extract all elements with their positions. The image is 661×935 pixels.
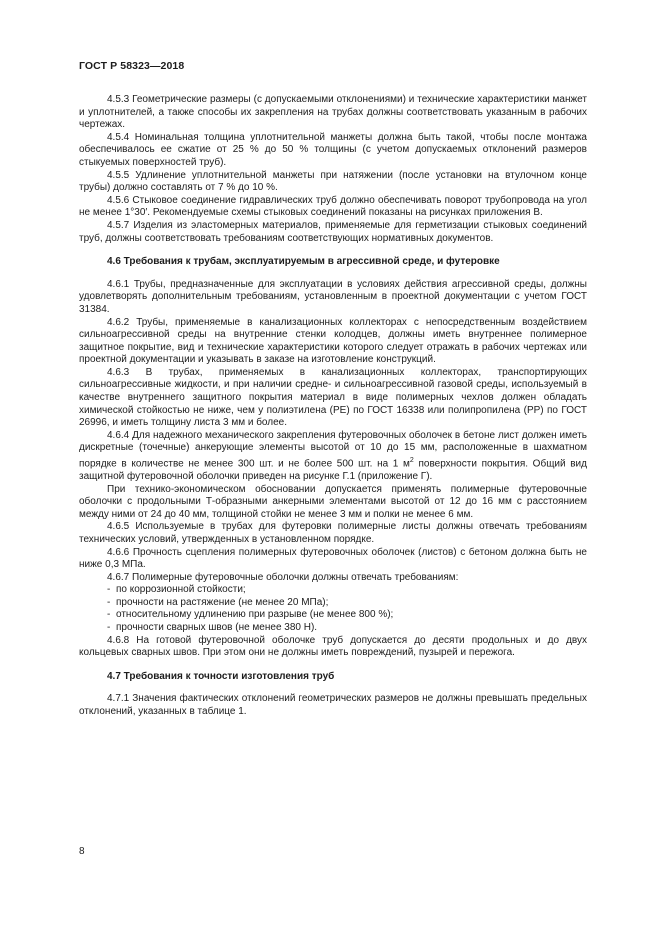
paragraph-4-6-3: 4.6.3 В трубах, применяемых в канализационных коллекторах, транспортирующих сильноагрессивные жидкости, и при наличии средне- и сильноагрессивной газовой среды, используемый в качестве внутреннего защитного покрытия материал в виде полимерных чехлов должен обладать химической стойкостью не ниже, чем у полиэтилена (PE) по ГОСТ 16338 или полипропилена (PP) по ГОСТ 26996, и иметь толщину листа 3 мм и более. bbox=[79, 366, 587, 429]
paragraph-4-5-7: 4.5.7 Изделия из эластомерных материалов, применяемые для герметизации стыковых соединений труб, должны соответствовать требованиям соответствующих нормативных документов. bbox=[79, 219, 587, 244]
paragraph-4-6-8: 4.6.8 На готовой футеровочной оболочке труб допускается до десяти продольных и до двух кольцевых сварных швов. При этом они не должны иметь повреждений, пузырей и пережога. bbox=[79, 634, 587, 659]
list-item: - относительному удлинению при разрыве (не менее 800 %); bbox=[107, 609, 587, 622]
paragraph-4-5-5: 4.5.5 Удлинение уплотнительной манжеты при натяжении (после установки на втулочном конце трубы) должно составлять от 7 % до 10 %. bbox=[79, 169, 587, 194]
paragraph-4-5-3: 4.5.3 Геометрические размеры (с допускаемыми отклонениями) и технические характеристики манжет и уплотнителей, а также способы их закрепления на трубах должны соответствовать указанным в рабочих чертежах. bbox=[79, 94, 587, 131]
paragraph-4-6-7: 4.6.7 Полимерные футеровочные оболочки должны отвечать требованиям: bbox=[107, 571, 459, 583]
list-item: - по коррозионной стойкости; bbox=[107, 584, 587, 597]
paragraph-4-6-6: 4.6.6 Прочность сцепления полимерных футеровочных оболочек (листов) с бетоном должна быть не ниже 0,3 МПа. bbox=[79, 546, 587, 571]
list-item: - прочности на растяжение (не менее 20 МПа); bbox=[107, 597, 587, 610]
document-body bbox=[79, 94, 587, 719]
standard-header: ГОСТ Р 58323—2018 bbox=[79, 60, 185, 72]
paragraph-4-6-4-note: При технико-экономическом обосновании допускается применять полимерные футеровочные оболочки с продольными Т-образными анкерными элементами высотой от 12 до 16 мм с расстоянием между ними от 24 до 40 мм, толщиной стойки не менее 3 мм и полки не менее 6 мм. bbox=[79, 483, 587, 520]
page-number: 8 bbox=[79, 846, 85, 857]
paragraph-4-5-4: 4.5.4 Номинальная толщина уплотнительной манжеты должна быть такой, чтобы после монтажа обеспечивалось ее сжатие от 25 % до 50 % толщины (с учетом допускаемых отклонений размеров стыкуемых поверхностей труб). bbox=[79, 131, 587, 168]
paragraph-4-6-4-text-start: 4.6.4 Для надежного механического закрепления футеровочных оболочек в бетоне лист должен иметь дискретные (точечные) анкерующие элементы высотой от 10 до 15 мм, расположенные в шахматном порядке в количестве не менее 300 шт. и не более 500 шт. на 1 м bbox=[79, 429, 587, 470]
paragraph-4-6-2: 4.6.2 Трубы, применяемые в канализационных коллекторах с непосредственным воздействием сильноагрессивной среды на внутренние стенки колодцев, должны иметь внутреннее полимерное защитное покрытие, вид и технические характеристики которого следует отражать в рабочих чертежах или проектной документации и указывать в заказе на изготовление конструкций. bbox=[79, 316, 587, 366]
paragraph-4-6-4 bbox=[79, 430, 587, 484]
section-heading-4-6: 4.6 Требования к трубам, эксплуатируемым в агрессивной среде, и футеровке bbox=[107, 256, 500, 268]
requirements-list bbox=[79, 584, 587, 634]
list-item: - прочности сварных швов (не менее 380 Н). bbox=[107, 622, 587, 635]
section-heading-4-7: 4.7 Требования к точности изготовления труб bbox=[107, 670, 335, 682]
paragraph-4-6-4-text-end: поверхности покрытия. Общий вид защитной футеровочной оболочки приведен на рисунке Г.1 (приложение Г). bbox=[79, 458, 587, 482]
superscript-2: 2 bbox=[409, 457, 414, 465]
paragraph-4-5-6: 4.5.6 Стыковое соединение гидравлических труб должно обеспечивать поворот трубопровода на угол не менее 1°30′. Рекомендуемые схемы стыковых соединений показаны на рисунках приложения В. bbox=[79, 194, 587, 219]
paragraph-4-7-1: 4.7.1 Значения фактических отклонений геометрических размеров не должны превышать предельных отклонений, указанных в таблице 1. bbox=[79, 693, 587, 718]
paragraph-4-6-1: 4.6.1 Трубы, предназначенные для эксплуатации в условиях действия агрессивной среды, должны удовлетворять дополнительным требованиям, установленным в проектной документации с учетом ГОСТ 31384. bbox=[79, 278, 587, 315]
paragraph-4-6-5: 4.6.5 Используемые в трубах для футеровки полимерные листы должны отвечать требованиям технических условий, утвержденных в установленном порядке. bbox=[79, 521, 587, 545]
